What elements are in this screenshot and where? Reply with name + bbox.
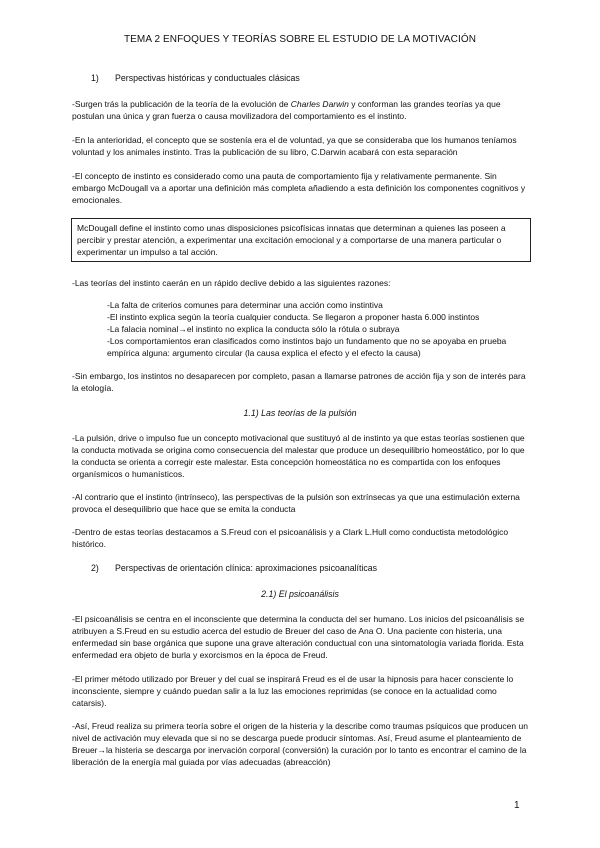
list-item: -La falacia nominal→el instinto no explica la conducta sólo la rótula o subraya — [107, 324, 400, 335]
paragraph-instinto: -El concepto de instinto es considerado como una pauta de comportamiento fija y relativamente permanente. Sin embargo McDougall va a aportar una definición más completa añadiendo a esta definición los componentes cognitivos y emocionales. — [72, 171, 526, 206]
list-item: -La falta de criterios comunes para determinar una acción como instintiva — [107, 300, 383, 310]
paragraph-patrones: -Sin embargo, los instintos no desaparecen por completo, pasan a llamarse patrones de acción fija y son de interés para la etología. — [72, 371, 526, 394]
section-2-title: Perspectivas de orientación clínica: aproximaciones psicoanalíticas — [115, 563, 378, 573]
paragraph-freud-hull: -Dentro de estas teorías destacamos a S.Freud con el psicoanálisis y a Clark L.Hull como conductista metodológico histórico. — [72, 527, 509, 550]
section-1-heading — [91, 72, 300, 84]
list-item: -El instinto explica según la teoría cualquier conducta. Se llegaron a proponer hasta 6.000 instintos — [107, 312, 480, 323]
paragraph-pulsion: -La pulsión, drive o impulso fue un concepto motivacional que sustituyó al de instinto ya que estas teorías sostienen que la conducta motivada se origina como consecuencia del malestar que produce un desequilibrio homeostático, por lo que la conducta se orienta a corregir este malestar. Esta concepción homeostática no es compartida con los enfoques organísmicos o humanísticos. — [72, 433, 525, 480]
paragraph-darwin — [72, 98, 532, 122]
list-item: -Los comportamientos eran clasificados como instintos bajo un fundamento que no se apoyaba en prueba empírica alguna: argumento circular (la causa explica el efecto y el efecto la causa) — [107, 336, 507, 359]
paragraph-voluntad: -En la anterioridad, el concepto que se sostenía era el de voluntad, ya que se consideraba que los humanos teníamos voluntad y los animales instinto. Tras la publicación de su libro, C.Darwin acabará con esta separación — [72, 135, 517, 158]
paragraph-extrinseco: -Al contrario que el instinto (intrínseco), las perspectivas de la pulsión son extrínsecas ya que una estimulación externa provoca el desequilibrio que hace que se emita la conducta — [72, 492, 520, 515]
darwin-name: Charles Darwin — [290, 99, 349, 109]
paragraph-darwin-text-b: y conforman las grandes teorías ya que postulan una única y gran fuerza o causa movilizadora del comportamiento es el instinto. — [72, 99, 501, 122]
definition-text: McDougall define el instinto como unas disposiciones psicofísicas innatas que determinan a quienes las poseen a percibir y prestar atención, a experimentar una excitación emocional y a comportarse de una manera particular o experimentar un impulso a tal acción. — [77, 223, 506, 258]
definition-box — [71, 218, 531, 262]
section-1-number: 1) — [91, 73, 99, 83]
page-number: 1 — [514, 800, 520, 811]
subsection-2-1-title: 2.1) El psicoanálisis — [261, 589, 339, 599]
paragraph-psicoanalisis: -El psicoanálisis se centra en el inconsciente que determina la conducta del ser humano. Los inicios del psicoanálisis se atribuyen a S.Freud en su estudio acerca del estudio de Breuer del caso de Ana O. Una paciente con histeria, una enfermedad sin base orgánica que supone una grave alteración conductual con una sintomatología variada florida. Esta enfermedad era objeto de burla y exorcismos en la época de Freud. — [72, 614, 525, 661]
reasons-list — [107, 299, 527, 359]
paragraph-hipnosis: -El primer método utilizado por Breuer y del cual se inspirará Freud es el de usar la hipnosis para hacer consciente lo inconsciente, siempre y cuándo puedan salir a la luz las emociones reprimidas (se conoce en la actualidad como catarsis). — [72, 674, 514, 709]
paragraph-declive: -Las teorías del instinto caerán en un rápido declive debido a las siguientes razones: — [72, 278, 391, 288]
paragraph-histeria: -Así, Freud realiza su primera teoría sobre el origen de la histeria y la describe como traumas psíquicos que producen un nivel de activación muy elevada que si no se descarga puede producir síntomas. Así, Freud asume el planteamiento de Breuer→la histeria se descarga por inervación corporal (conversión) la curación por lo tanto es encontrar el camino de la liberación de la energía mal guiada por vías adecuadas (abreacción) — [72, 721, 528, 768]
paragraph-darwin-text-a: -Surgen trás la publicación de la teoría de la evolución de — [72, 99, 291, 109]
section-2-number: 2) — [91, 563, 99, 573]
subsection-1-1-title: 1.1) Las teorías de la pulsión — [243, 408, 357, 418]
section-2-heading — [91, 562, 377, 574]
document-title: TEMA 2 ENFOQUES Y TEORÍAS SOBRE EL ESTUDIO DE LA MOTIVACIÓN — [123, 34, 477, 45]
section-1-title: Perspectivas históricas y conductuales clásicas — [115, 73, 300, 83]
